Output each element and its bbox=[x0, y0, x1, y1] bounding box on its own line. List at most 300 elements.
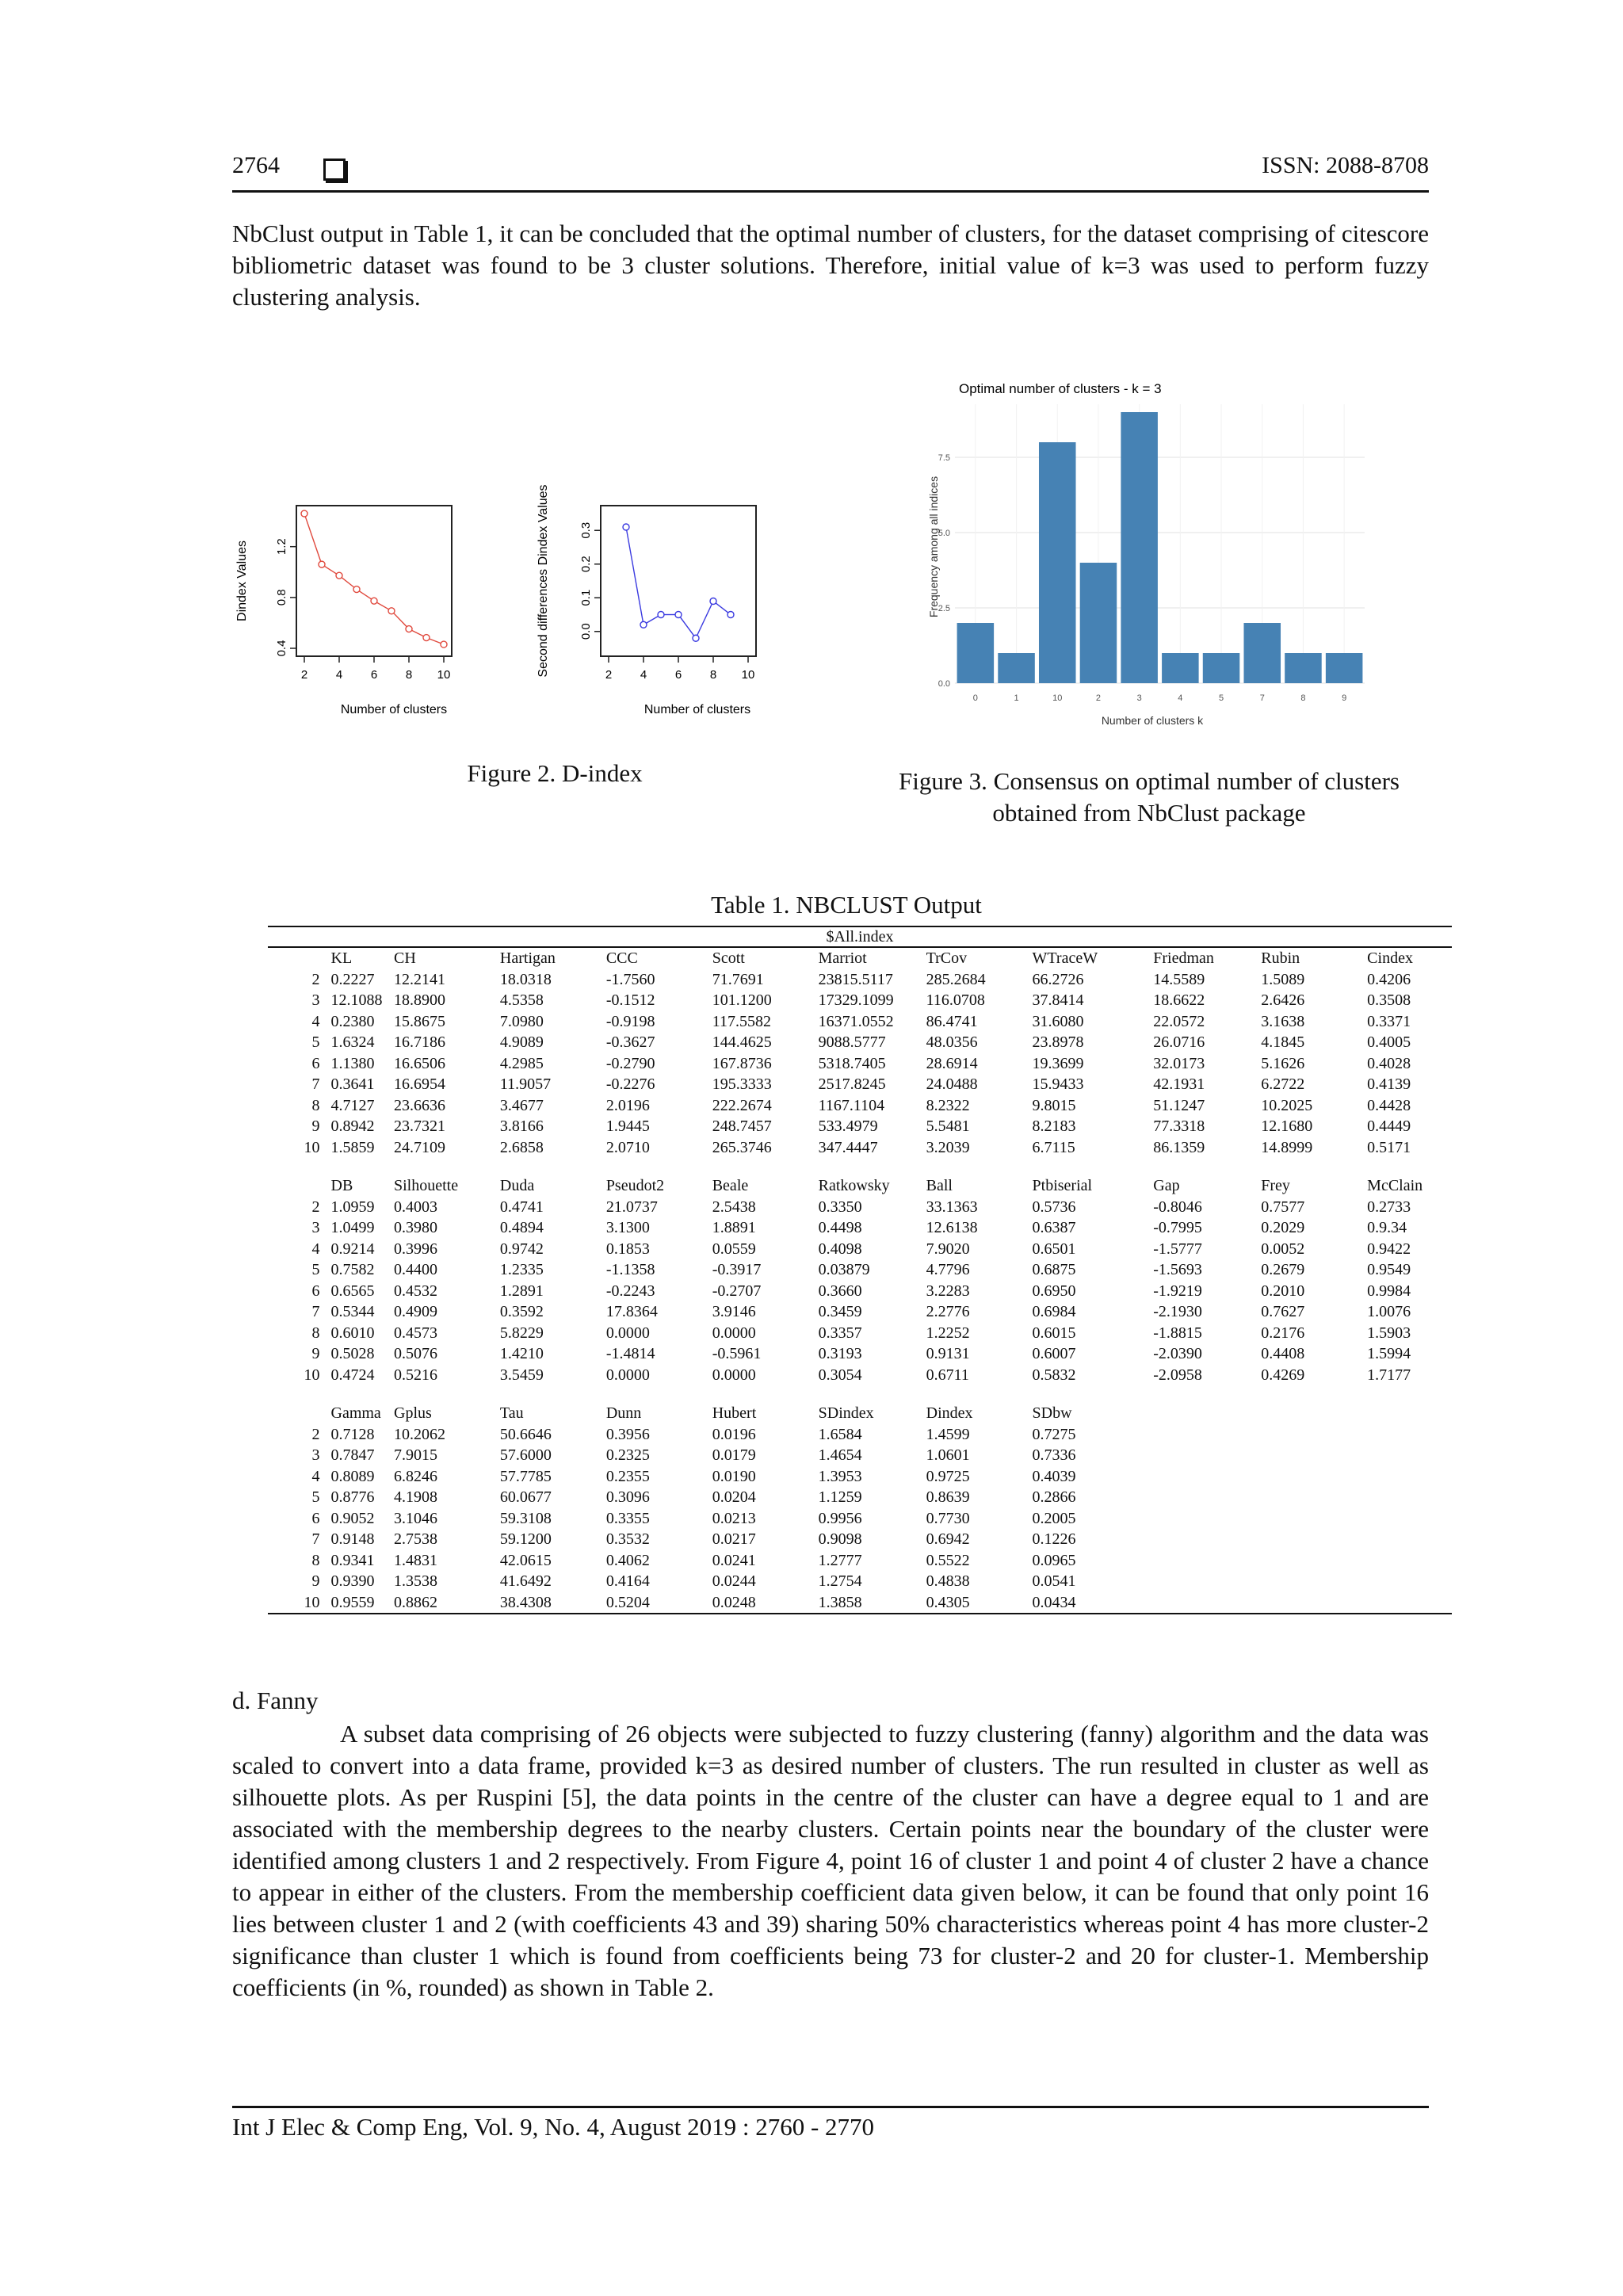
row-id: 5 bbox=[311, 1488, 320, 1506]
table-cell: 0.3508 bbox=[1367, 991, 1411, 1009]
table-cell: 0.3355 bbox=[605, 1509, 650, 1527]
table-cell: 0.0196 bbox=[712, 1425, 756, 1443]
table-group-label: $All.index bbox=[268, 927, 1452, 948]
table-cell: 12.2141 bbox=[394, 970, 445, 988]
table-cell: 1.0499 bbox=[330, 1219, 375, 1236]
right-plot-xticks bbox=[605, 656, 755, 682]
series-segment bbox=[646, 617, 658, 624]
table-cell: 0.4098 bbox=[818, 1240, 862, 1258]
table-cell: 195.3333 bbox=[712, 1075, 772, 1093]
bar bbox=[957, 623, 995, 683]
row-id: 6 bbox=[311, 1054, 320, 1072]
left-plot-yticks bbox=[275, 538, 296, 656]
column-header: Friedman bbox=[1153, 949, 1214, 967]
table-cell bbox=[1153, 1508, 1261, 1530]
table-1-title: Table 1. NBCLUST Output bbox=[711, 891, 982, 919]
table-cell: 38.4308 bbox=[499, 1593, 552, 1611]
issn-label: ISSN: 2088-8708 bbox=[1262, 152, 1429, 178]
table-cell: 3.2283 bbox=[926, 1282, 970, 1300]
page-header bbox=[232, 152, 1429, 193]
xtick-label: 3 bbox=[1136, 693, 1142, 703]
xtick-label: 8 bbox=[1300, 693, 1306, 703]
table-row bbox=[268, 1281, 1452, 1302]
table-cell: 0.9341 bbox=[330, 1551, 375, 1569]
series-segment bbox=[716, 603, 728, 613]
table-row bbox=[268, 1239, 1452, 1260]
table-cell bbox=[1367, 1571, 1452, 1592]
row-id: 2 bbox=[311, 1198, 320, 1216]
table-cell: 0.4005 bbox=[1367, 1033, 1411, 1051]
row-id: 9 bbox=[311, 1572, 320, 1590]
table-cell: 0.3193 bbox=[818, 1345, 862, 1362]
table-cell: 26.0716 bbox=[1153, 1033, 1205, 1051]
table-cell: 71.7691 bbox=[712, 970, 764, 988]
table-cell: -0.3917 bbox=[712, 1261, 762, 1278]
figure-2-caption: Figure 2. D-index bbox=[467, 759, 643, 787]
table-cell: 101.1200 bbox=[712, 991, 772, 1009]
table-cell: 48.0356 bbox=[926, 1033, 978, 1051]
table-cell: 33.1363 bbox=[926, 1198, 978, 1216]
table-cell: 0.4428 bbox=[1367, 1096, 1411, 1114]
table-cell: 0.0000 bbox=[712, 1324, 756, 1342]
table-header-row bbox=[268, 1175, 1452, 1197]
table-cell: 0.3459 bbox=[818, 1303, 862, 1320]
table-cell: 2.6858 bbox=[499, 1138, 544, 1156]
table-cell: 0.6950 bbox=[1032, 1282, 1076, 1300]
table-cell: 31.6080 bbox=[1032, 1012, 1084, 1030]
table-header-row bbox=[268, 948, 1452, 969]
ytick-label: 5.0 bbox=[938, 529, 950, 538]
series-point bbox=[693, 635, 699, 641]
table-cell: 9088.5777 bbox=[818, 1033, 886, 1051]
table-cell bbox=[1153, 1466, 1261, 1488]
column-header: Gamma bbox=[330, 1404, 381, 1422]
figure-3-bar-chart bbox=[911, 372, 1371, 737]
xtick-label: 4 bbox=[640, 668, 647, 682]
table-cell: 1.4599 bbox=[926, 1425, 970, 1443]
column-header: Tau bbox=[499, 1404, 524, 1422]
table-cell: 0.0000 bbox=[712, 1366, 756, 1384]
xtick-label: 6 bbox=[370, 668, 378, 682]
table-cell: 1.2891 bbox=[499, 1282, 544, 1300]
table-cell: 0.8942 bbox=[330, 1117, 375, 1135]
table-cell: 0.5832 bbox=[1032, 1366, 1076, 1384]
row-id: 3 bbox=[311, 1219, 320, 1236]
table-cell bbox=[1153, 1592, 1261, 1614]
table-cell: 1.0076 bbox=[1367, 1303, 1411, 1320]
table-cell: -0.7995 bbox=[1153, 1219, 1202, 1236]
series-segment bbox=[324, 566, 336, 574]
table-cell: 0.4269 bbox=[1261, 1366, 1305, 1384]
table-cell: 4.9089 bbox=[499, 1033, 544, 1051]
left-plot-series bbox=[301, 510, 447, 648]
table-cell: 0.6007 bbox=[1032, 1345, 1076, 1362]
xtick-label: 6 bbox=[674, 668, 682, 682]
table-cell: 144.4625 bbox=[712, 1033, 772, 1051]
column-header: Marriot bbox=[818, 949, 867, 967]
table-cell: 32.0173 bbox=[1153, 1054, 1205, 1072]
bar bbox=[1326, 653, 1363, 683]
table-cell: 16.6506 bbox=[394, 1054, 445, 1072]
table-cell: 1.3858 bbox=[818, 1593, 862, 1611]
series-point bbox=[675, 612, 682, 618]
table-cell: 0.5204 bbox=[605, 1593, 650, 1611]
row-id: 5 bbox=[311, 1261, 320, 1278]
column-header bbox=[1153, 1403, 1261, 1424]
table-cell: 14.8999 bbox=[1261, 1138, 1313, 1156]
series-point bbox=[371, 598, 377, 604]
table-cell: 1.6584 bbox=[818, 1425, 862, 1443]
table-cell: 16.6954 bbox=[394, 1075, 445, 1093]
table-row bbox=[268, 1011, 1452, 1033]
table-cell: 285.2684 bbox=[926, 970, 986, 988]
table-row bbox=[268, 1116, 1452, 1137]
bar-chart-title: Optimal number of clusters - k = 3 bbox=[959, 381, 1162, 396]
table-cell: 59.3108 bbox=[499, 1509, 552, 1527]
table-cell bbox=[1367, 1424, 1452, 1446]
table-cell: -0.9198 bbox=[605, 1012, 655, 1030]
series-point bbox=[406, 626, 412, 632]
table-cell: 0.4003 bbox=[394, 1198, 437, 1216]
table-cell: -1.5693 bbox=[1153, 1261, 1202, 1278]
table-cell: 10.2062 bbox=[394, 1425, 445, 1443]
table-cell: 0.2866 bbox=[1032, 1488, 1076, 1506]
table-cell: 0.9956 bbox=[818, 1509, 862, 1527]
xtick-label: 10 bbox=[741, 668, 755, 682]
column-header: KL bbox=[330, 949, 353, 967]
table-cell: 23815.5117 bbox=[818, 970, 893, 988]
series-point bbox=[319, 561, 325, 567]
table-cell: 17.8364 bbox=[605, 1303, 658, 1320]
table-cell: 59.1200 bbox=[499, 1530, 552, 1548]
column-header: CCC bbox=[605, 949, 638, 967]
table-cell: 265.3746 bbox=[712, 1138, 772, 1156]
table-cell: 28.6914 bbox=[926, 1054, 978, 1072]
table-block-gap bbox=[268, 1158, 1452, 1175]
column-header: SDindex bbox=[818, 1404, 874, 1422]
table-cell: 1.1380 bbox=[330, 1054, 375, 1072]
bar bbox=[1080, 563, 1117, 683]
table-cell: 3.2039 bbox=[926, 1138, 970, 1156]
table-cell: 4.5358 bbox=[499, 991, 544, 1009]
table-cell: 0.9984 bbox=[1367, 1282, 1411, 1300]
table-cell: 0.4139 bbox=[1367, 1075, 1411, 1093]
ytick-label: 0.3 bbox=[579, 521, 593, 539]
table-row bbox=[268, 990, 1452, 1011]
table-cell: 347.4447 bbox=[818, 1138, 878, 1156]
column-header: TrCov bbox=[926, 949, 968, 967]
table-cell: 60.0677 bbox=[499, 1488, 552, 1506]
table-cell: 9.8015 bbox=[1032, 1096, 1076, 1114]
column-header: Frey bbox=[1261, 1177, 1290, 1194]
table-cell: 0.5344 bbox=[330, 1303, 375, 1320]
table-cell: -2.0958 bbox=[1153, 1366, 1202, 1384]
gap-cell bbox=[268, 1158, 1452, 1175]
column-header: Rubin bbox=[1261, 949, 1300, 967]
table-cell: 0.3660 bbox=[818, 1282, 862, 1300]
table-cell: 42.1931 bbox=[1153, 1075, 1205, 1093]
table-cell: 86.1359 bbox=[1153, 1138, 1205, 1156]
table-cell: -0.5961 bbox=[712, 1345, 762, 1362]
column-header: Duda bbox=[499, 1177, 535, 1194]
table-cell: 42.0615 bbox=[499, 1551, 552, 1569]
table-cell: 16.7186 bbox=[394, 1033, 445, 1051]
xtick-label: 4 bbox=[335, 668, 343, 682]
series-segment bbox=[342, 578, 354, 587]
table-block-gap bbox=[268, 1385, 1452, 1403]
table-cell bbox=[1153, 1424, 1261, 1446]
row-id: 8 bbox=[311, 1324, 320, 1342]
table-cell: 7.9020 bbox=[926, 1240, 970, 1258]
xtick-label: 5 bbox=[1218, 693, 1224, 703]
table-cell: 18.6622 bbox=[1153, 991, 1205, 1009]
table-cell: 0.3641 bbox=[330, 1075, 375, 1093]
xtick-label: 10 bbox=[1052, 693, 1063, 703]
table-cell bbox=[1153, 1445, 1261, 1466]
table-cell: 0.7627 bbox=[1261, 1303, 1305, 1320]
table-cell: 0.9549 bbox=[1367, 1261, 1411, 1278]
table-cell: 7.9015 bbox=[394, 1446, 437, 1464]
xtick-label: 10 bbox=[437, 668, 451, 682]
table-cell: 0.0965 bbox=[1032, 1551, 1076, 1569]
column-header: Hubert bbox=[712, 1404, 757, 1422]
column-header: DB bbox=[330, 1177, 353, 1194]
bar bbox=[1039, 442, 1076, 683]
table-cell: 1.0959 bbox=[330, 1198, 375, 1216]
table-cell: 0.4724 bbox=[330, 1366, 375, 1384]
table-cell: 1.2335 bbox=[499, 1261, 544, 1278]
table-cell: 3.1046 bbox=[394, 1509, 437, 1527]
table-cell: 0.4532 bbox=[394, 1282, 437, 1300]
table-cell: 0.2733 bbox=[1367, 1198, 1411, 1216]
table-cell: 0.9725 bbox=[926, 1467, 970, 1485]
table-cell: -2.0390 bbox=[1153, 1345, 1202, 1362]
row-id: 10 bbox=[304, 1593, 320, 1611]
table-cell bbox=[1261, 1466, 1367, 1488]
row-id-header bbox=[268, 948, 331, 969]
table-cell: 0.7336 bbox=[1032, 1446, 1076, 1464]
table-cell: 11.9057 bbox=[499, 1075, 552, 1093]
table-cell: 0.2679 bbox=[1261, 1261, 1305, 1278]
table-cell: 3.1638 bbox=[1261, 1012, 1305, 1030]
row-id: 6 bbox=[311, 1509, 320, 1527]
table-cell: -0.2790 bbox=[605, 1054, 655, 1072]
table-row bbox=[268, 1487, 1452, 1508]
table-cell: 3.1300 bbox=[605, 1219, 650, 1236]
column-header: Gap bbox=[1153, 1177, 1180, 1194]
table-cell: 0.0000 bbox=[605, 1366, 650, 1384]
table-cell: 2.0710 bbox=[605, 1138, 650, 1156]
table-cell: 21.0737 bbox=[605, 1198, 658, 1216]
table-cell: 0.6711 bbox=[926, 1366, 969, 1384]
column-header: Ptbiserial bbox=[1032, 1177, 1093, 1194]
series-segment bbox=[430, 639, 441, 644]
table-header-row bbox=[268, 1403, 1452, 1424]
table-row bbox=[268, 969, 1452, 991]
table-cell: 41.6492 bbox=[499, 1572, 552, 1590]
table-cell: 1.6324 bbox=[330, 1033, 375, 1051]
table-cell: 0.03879 bbox=[818, 1261, 870, 1278]
row-id: 3 bbox=[311, 1446, 320, 1464]
left-plot-ylabel: Dindex Values bbox=[235, 541, 249, 621]
bar-chart-ylabel: Frequency among all indices bbox=[927, 476, 940, 618]
table-cell: 12.1680 bbox=[1261, 1117, 1313, 1135]
table-cell: 0.0000 bbox=[605, 1324, 650, 1342]
table-row bbox=[268, 1323, 1452, 1344]
table-cell: 0.3371 bbox=[1367, 1012, 1411, 1030]
table-cell: 248.7457 bbox=[712, 1117, 772, 1135]
column-header: WTraceW bbox=[1032, 949, 1098, 967]
table-cell: 0.2005 bbox=[1032, 1509, 1076, 1527]
table-cell: 1.2754 bbox=[818, 1572, 862, 1590]
xtick-label: 2 bbox=[1095, 693, 1102, 703]
bar-chart-xticks bbox=[973, 693, 1346, 703]
xtick-label: 1 bbox=[1014, 693, 1019, 703]
row-id: 10 bbox=[304, 1366, 320, 1384]
table-cell: 24.7109 bbox=[394, 1138, 445, 1156]
table-cell: 2.2776 bbox=[926, 1303, 970, 1320]
series-point bbox=[423, 635, 430, 641]
column-header: Gplus bbox=[394, 1404, 432, 1422]
table-cell: 0.0541 bbox=[1032, 1572, 1076, 1590]
bar-chart-grid bbox=[955, 404, 1365, 683]
table-cell: 66.2726 bbox=[1032, 970, 1084, 988]
column-header: Ball bbox=[926, 1177, 953, 1194]
table-cell: 1.8891 bbox=[712, 1219, 756, 1236]
table-cell: 23.8978 bbox=[1032, 1033, 1084, 1051]
table-cell bbox=[1367, 1445, 1452, 1466]
table-cell: 51.1247 bbox=[1153, 1096, 1205, 1114]
table-cell bbox=[1261, 1550, 1367, 1572]
table-cell: 23.7321 bbox=[394, 1117, 445, 1135]
table-cell bbox=[1153, 1550, 1261, 1572]
table-cell: 4.1845 bbox=[1261, 1033, 1305, 1051]
bar bbox=[1243, 623, 1281, 683]
bar-chart-xlabel: Number of clusters k bbox=[1101, 714, 1204, 727]
table-cell: 0.6010 bbox=[330, 1324, 375, 1342]
table-cell bbox=[1153, 1571, 1261, 1592]
table-cell: 17329.1099 bbox=[818, 991, 894, 1009]
table-cell: 0.6387 bbox=[1032, 1219, 1076, 1236]
ytick-label: 0.4 bbox=[275, 640, 288, 657]
table-cell bbox=[1367, 1550, 1452, 1572]
series-point bbox=[623, 524, 629, 530]
row-id: 5 bbox=[311, 1033, 320, 1051]
table-cell bbox=[1261, 1487, 1367, 1508]
nbclust-table bbox=[268, 948, 1452, 1613]
table-cell: 5.8229 bbox=[499, 1324, 544, 1342]
series-point bbox=[388, 608, 395, 614]
table-cell: 1.1259 bbox=[818, 1488, 862, 1506]
table-row bbox=[268, 1529, 1452, 1550]
table-cell: 117.5582 bbox=[712, 1012, 771, 1030]
table-cell: 0.6875 bbox=[1032, 1261, 1076, 1278]
table-cell: 0.4741 bbox=[499, 1198, 544, 1216]
figure-3-caption-line1: Figure 3. Consensus on optimal number of clusters bbox=[899, 767, 1400, 795]
column-header: Scott bbox=[712, 949, 745, 967]
table-cell bbox=[1261, 1424, 1367, 1446]
table-cell: 7.0980 bbox=[499, 1012, 544, 1030]
table-cell: 0.3956 bbox=[605, 1425, 650, 1443]
bar bbox=[1285, 653, 1322, 683]
table-cell: 0.0244 bbox=[712, 1572, 756, 1590]
table-cell: 4.7127 bbox=[330, 1096, 375, 1114]
table-cell bbox=[1261, 1445, 1367, 1466]
table-cell: -1.9219 bbox=[1153, 1282, 1202, 1300]
table-cell: 37.8414 bbox=[1032, 991, 1084, 1009]
table-cell: 86.4741 bbox=[926, 1012, 978, 1030]
table-cell: 0.0179 bbox=[712, 1446, 756, 1464]
table-cell bbox=[1367, 1592, 1452, 1614]
table-row bbox=[268, 1301, 1452, 1323]
table-cell bbox=[1261, 1571, 1367, 1592]
table-cell: 0.4305 bbox=[926, 1593, 970, 1611]
table-cell: 0.5216 bbox=[394, 1366, 437, 1384]
table-cell: -1.8815 bbox=[1153, 1324, 1202, 1342]
table-cell: 167.8736 bbox=[712, 1054, 772, 1072]
bar bbox=[998, 653, 1035, 683]
column-header: Silhouette bbox=[394, 1177, 459, 1194]
series-point bbox=[640, 621, 647, 628]
bar bbox=[1121, 412, 1158, 683]
table-cell: 0.5028 bbox=[330, 1345, 375, 1362]
table-cell: 24.0488 bbox=[926, 1075, 978, 1093]
table-cell: 1.4654 bbox=[818, 1446, 862, 1464]
row-id: 6 bbox=[311, 1282, 320, 1300]
series-segment bbox=[627, 530, 643, 621]
table-cell: 0.2029 bbox=[1261, 1219, 1305, 1236]
column-header: Ratkowsky bbox=[818, 1177, 890, 1194]
xtick-label: 0 bbox=[972, 693, 978, 703]
xtick-label: 2 bbox=[300, 668, 308, 682]
series-point bbox=[353, 586, 360, 593]
table-cell: 77.3318 bbox=[1153, 1117, 1205, 1135]
table-cell: 1.9445 bbox=[605, 1117, 650, 1135]
figure-3-caption-line2: obtained from NbClust package bbox=[992, 799, 1306, 827]
table-cell: 0.9052 bbox=[330, 1509, 375, 1527]
table-cell: 1.4831 bbox=[394, 1551, 437, 1569]
table-cell: 12.1088 bbox=[330, 991, 383, 1009]
row-id: 8 bbox=[311, 1551, 320, 1569]
table-cell: 1.3538 bbox=[394, 1572, 437, 1590]
table-cell: 0.4028 bbox=[1367, 1054, 1411, 1072]
table-cell: 0.4449 bbox=[1367, 1117, 1411, 1135]
table-cell: 14.5589 bbox=[1153, 970, 1205, 988]
table-cell: 0.2325 bbox=[605, 1446, 650, 1464]
table-cell: 0.9390 bbox=[330, 1572, 375, 1590]
row-id-header bbox=[268, 1175, 331, 1197]
table-cell: 0.1853 bbox=[605, 1240, 650, 1258]
table-cell: 0.4894 bbox=[499, 1219, 544, 1236]
table-row bbox=[268, 1365, 1452, 1386]
table-cell: 1.2252 bbox=[926, 1324, 970, 1342]
table-row bbox=[268, 1137, 1452, 1159]
table-cell bbox=[1367, 1529, 1452, 1550]
xtick-label: 7 bbox=[1259, 693, 1265, 703]
table-row bbox=[268, 1550, 1452, 1572]
table-cell: 0.0190 bbox=[712, 1467, 756, 1485]
table-cell: 0.6015 bbox=[1032, 1324, 1076, 1342]
table-cell: 0.4408 bbox=[1261, 1345, 1305, 1362]
xtick-label: 9 bbox=[1342, 693, 1347, 703]
table-cell: 0.4909 bbox=[394, 1303, 437, 1320]
table-cell: 0.9742 bbox=[499, 1240, 544, 1258]
table-cell: 0.0213 bbox=[712, 1509, 756, 1527]
xtick-label: 8 bbox=[709, 668, 717, 682]
table-cell: 3.8166 bbox=[499, 1117, 544, 1135]
table-cell: 0.3996 bbox=[394, 1240, 437, 1258]
fanny-paragraph: A subset data comprising of 26 objects were subjected to fuzzy clustering (fanny) algorithm and the data was scaled to convert into a data frame, provided k=3 as desired number of clusters. The run resulted in cluster as well as silhouette plots. As per Ruspini [5], the data points in the centre of the cluster can have a degree equal to 1 and are associated with the membership degrees to the nearby clusters. Certain points near the boundary of the cluster were identified among clusters 1 and 2 respectively. From Figure 4, point 16 of cluster 1 and point 4 of cluster 2 have a chance to appear in either of the clusters. From the membership coefficient data given below, it can be found that only point 16 lies between cluster 1 and 2 (with coefficients 43 and 39) sharing 50% characteristics whereas point 4 has more cluster-2 significance than cluster 1 which is found from coefficients being 73 for cluster-2 and 20 for cluster-1. Membership coefficients (in %, rounded) as shown in Table 2. bbox=[232, 1720, 1429, 2001]
